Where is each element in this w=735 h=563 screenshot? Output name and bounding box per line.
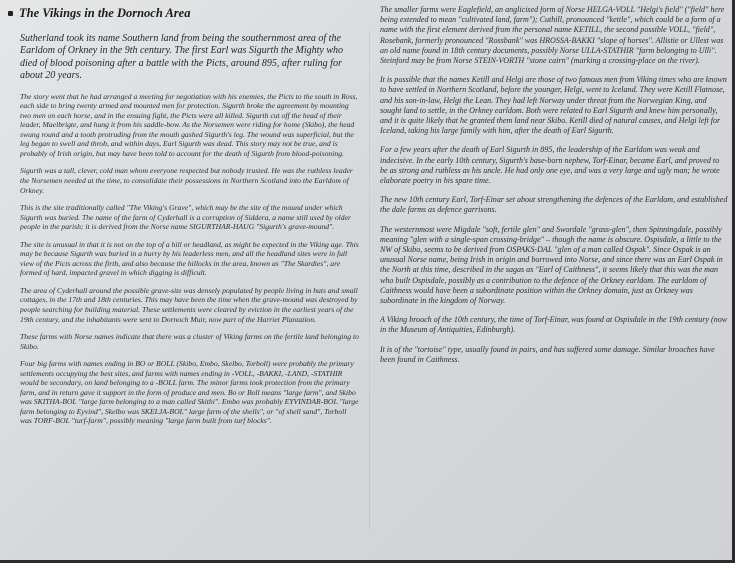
paragraph: The story went that he had arranged a meeting for negotiation with his enemies, the Picts to the south in Ross, each side to bring twenty armed and mounted men for protection. Sigurth broke the agreement by mounting two men on each horse, and in the ensuing fight, the Picts were all killed. Sigurth cut off the head of their leader, Maelbrigte, and hung it from his saddle-bow. As the Norsemen were riding for home (Skibo), the head swung round and a tooth protruding from the mouth gashed Sigurth's leg. The wound was superficial, but the leg began to swell and throb, and within days, Earl Sigurth was dead. This story may not be true, and is probably of Irish origin, but may have been told to account for the death of Sigurth from blood-poisoning. [20,91,358,158]
paragraph: This is the site traditionally called "The Viking's Grave", which may be the site of the mound under which Sigurth was buried. The name of the farm of Cyderhall is a corruption of Siddera, a name still used by older people in the parish; it is derived from the Norse name SIGURTHAR-HAUG "Sigurth's grave-mound". [20,203,351,232]
right-text-column [380,5,728,525]
paragraph: A Viking brooch of the 10th century, the time of Torf-Einar, was found at Ospisdale in the 19th century (now in the Museum of Antiquities, Edinburgh). [380,315,728,335]
bullet-icon [8,11,13,16]
column-divider [369,30,370,530]
paragraph: The area of Cyderhall around the possible grave-site was densely populated by people living in huts and small cottages, in the 17th and 18th centuries. This may have been the time when the grave-mound was destroyed by people searching for building material. These settlements were cleared by eviction in the earliest years of the 19th century, and the inhabitants were sent to Dornoch Muir, now part of the Harriet Plantation. [20,285,358,324]
paragraph: Sigurth was a tall, clever, cold man whom everyone respected but nobody trusted. He was the ruthless leader the Norsemen needed at the time, to consolidate their possessions in Northern Scotland into the Earldom of Orkney. [20,166,353,195]
paragraph: For a few years after the death of Earl Sigurth in 895, the leadership of the Earldom was weak and indecisive. In the early 10th century, Sigurth's base-born nephew, Torf-Einar, became Earl, and proved to be as strong and ruthless as his uncle. He had only one eye, and was a very large and ugly man; he wrote elaborate poetry in his spare time. [380,145,720,186]
page-title: The Vikings in the Dornoch Area [19,5,191,20]
paragraph: These farms with Norse names indicate that there was a cluster of Viking farms on the fertile land belonging to Skibo. [20,332,359,351]
paragraph: The smaller farms were Eaglefield, an anglicised form of Norse HELGA-VOLL "Helgi's field" ("field" here being extended to mean "cultivated land, farm"); Cuthill, pronounced "kettle", which could be a form of a name with the first element derived from the personal name KETILL, the second possible VOLL, "field", Rosebank, formerly pronounced "Rossbank" was HROSSA-BAKKI "slope of horses". Allistie or Ullest was an old name found in 18th century documents, possibly Norse ULLA-STATHIR "farm belonging to Ulli". Steinford may be from Norse STEIN-VORTH "stone cairn" (marking a crossing-place on the river). [380,5,725,66]
paragraph: Four big farms with names ending in BO or BOLL (Skibo, Embo, Skelbo, Torboll) were probably the primary settlements occupying the best sites, and farms with names ending in -VOLL, -BAKKI, -LAND, -STATHIR would be secondary, on land belonging to a -BOLL farm. The minor farms took protection from the primary farm, and in return gave it support in the form of produce and men. Bo or Boll means "large farm", and Skibo was SKITHA-BOL "large farm belonging to a man called Skithi". Embo was probably EYVINDAR-BOL "large farm belonging to Eyvind", Skelbo was SKELJA-BOL" large farm of the shells", or "of shell sand", Torboll was TORF-BOL "turf-farm", possibly meaning "large farm built from turf blocks". [20,359,359,426]
paragraph: It is possible that the names Ketill and Helgi are those of two famous men from Viking times who are known to have settled in Northern Scotland, before the younger, Helgi, went to Iceland. They were Ketill Flatnose, and his son-in-law, Helgi the Lean. They had left Norway under threat from the Norwegian King, and sought land to settle, in the Orkney earldom. Both were related to Earl Sigurth and knew him personally, and it is quite likely that he granted them land near Skibo. Ketill died of natural causes, and Helgi left for Iceland, taking his large family with him, after the death of Earl Sigurth. [380,75,727,136]
left-text-column [20,33,360,561]
paragraph: It is of the "tortoise" type, usually found in pairs, and has suffered some damage. Similar brooches have been found in Caithness. [380,344,715,364]
paragraph: The site is unusual in that it is not on the top of a hill or headland, as might be expected in the Viking age. This may be because Sigurth was buried in a hurry by his leaderless men, and all the headland sites were in full view of the Picts across the firth, and also because the hillocks in the area, known as "The Skardies", are formed of hard, impacted gravel in which digging is difficult. [20,239,359,278]
paragraph: The westernmost were Migdale "soft, fertile glen" and Swordale "grass-glen", then Spinningdale, possibly meaning "glen with a single-span crossing-bridge" – though the name is obscure. Ospisdale, a little to the NW of Skibo, seems to be derived from OSPAKS-DAL "glen of a man called Ospak". Since Ospak is an unusual Norse name, being Irish in origin and borrowed into Norse, and since there was an Earl Ospak in the North at this time, described in the sagas as "Earl of Caithness", it seems likely that this was the man who built Ospisdale, possibly as a contribution to the defence of the Orkney earldom. The earldom of Caithness would have been a subordinate position within the Orkney domain, just as Orkney was subordinate in the kingdom of Norway. [380,224,723,306]
paragraph: The new 10th century Earl, Torf-Einar set about strengthening the defences of the Earldom, and established the dale farms as defence garrisons. [380,195,728,215]
board-header [8,5,190,21]
paragraph: Sutherland took its name Southern land from being the southernmost area of the Earldom of Orkney in the 9th century. The first Earl was Sigurth the Mighty who died of blood poisoning after a battle with the Picts, around 895, after ruling for about 20 years. [20,33,344,82]
